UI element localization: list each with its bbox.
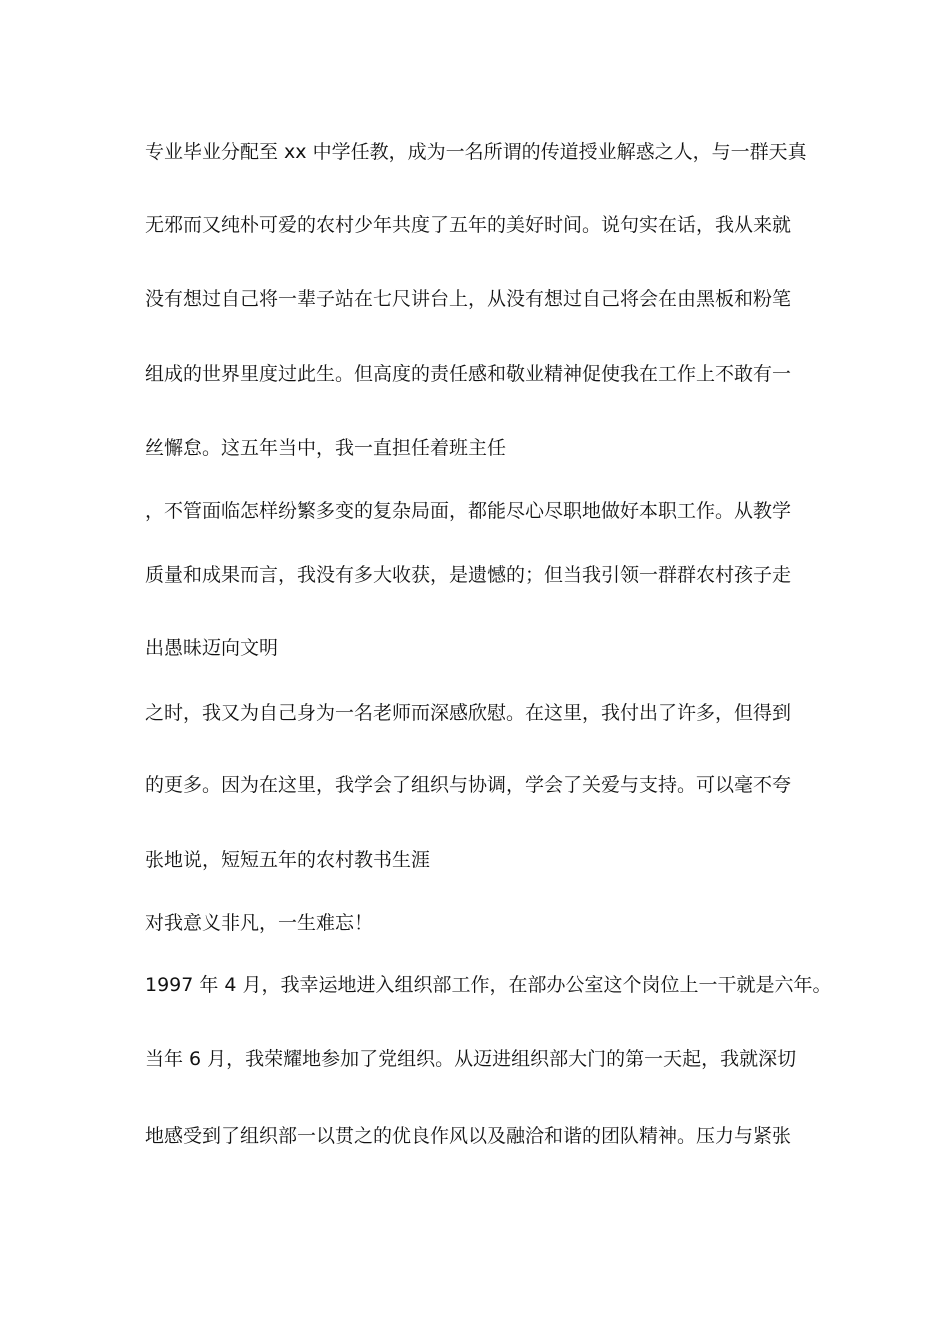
text-line-12: 对我意义非凡，一生难忘！ (145, 912, 374, 934)
text-line-10: 的更多。因为在这里，我学会了组织与协调，学会了关爱与支持。可以毫不夸 (145, 774, 792, 796)
text-line-2: 无邪而又纯朴可爱的农村少年共度了五年的美好时间。说句实在话，我从来就 (145, 214, 792, 236)
text-line-15: 地感受到了组织部一以贯之的优良作风以及融洽和谐的团队精神。压力与紧张 (145, 1125, 792, 1147)
text-line-3: 没有想过自己将一辈子站在七尺讲台上，从没有想过自己将会在由黑板和粉笔 (145, 288, 792, 310)
text-line-5: 丝懈怠。这五年当中，我一直担任着班主任 (145, 437, 507, 459)
text-line-13: 1997 年 4 月，我幸运地进入组织部工作，在部办公室这个岗位上一干就是六年。 (145, 974, 832, 996)
text-line-14: 当年 6 月，我荣耀地参加了党组织。从迈进组织部大门的第一天起，我就深切 (145, 1048, 797, 1070)
text-line-4: 组成的世界里度过此生。但高度的责任感和敬业精神促使我在工作上不敢有一 (145, 363, 792, 385)
text-line-1: 专业毕业分配至 xx 中学任教，成为一名所谓的传道授业解惑之人，与一群天真 (145, 141, 807, 163)
text-line-7: 质量和成果而言，我没有多大收获，是遗憾的；但当我引领一群群农村孩子走 (145, 564, 792, 586)
text-line-8: 出愚昧迈向文明 (145, 637, 279, 659)
text-line-11: 张地说，短短五年的农村教书生涯 (145, 849, 431, 871)
text-line-9: 之时，我又为自己身为一名老师而深感欣慰。在这里，我付出了许多，但得到 (145, 702, 792, 724)
text-line-6: ，不管面临怎样纷繁多变的复杂局面，都能尽心尽职地做好本职工作。从教学 (145, 500, 792, 522)
